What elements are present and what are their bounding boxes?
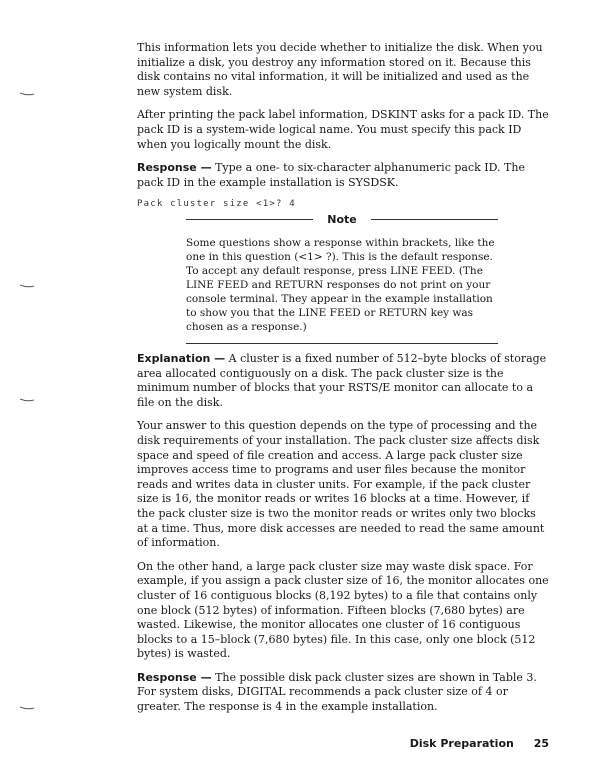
note-text: Some questions show a response within brackets, like the one in this question (<1> ?). This is the default response. To accept any default response, press LINE FEED. (The LINE FEED and RETURN responses do not print on your console terminal. They appear in the example installation to show you that the LINE FEED or RETURN key was chosen as a response.) xyxy=(186,237,495,333)
note-title: Note xyxy=(327,212,357,226)
note-rule-right xyxy=(371,219,498,220)
paragraph-waste: On the other hand, a large pack cluster size may waste disk space. For example, if you assign a pack cluster size of 16, the monitor allocates one cluster of 16 contiguous blocks (8,192 bytes) to a file that contains only one block (512 bytes) of information. Fifteen blocks (7,680 bytes) are wasted. Likewise, the monitor allocates one cluster of 16 contiguous blocks to a 15–block (7,680 bytes) file. In this case, only one block (512 bytes) is wasted. xyxy=(137,559,549,661)
response-label: Response — xyxy=(137,670,212,684)
explanation-label: Explanation — xyxy=(137,352,226,365)
paragraph-processing: Your answer to this question depends on the type of processing and the disk requirements of your installation. The pack cluster size affects disk space and speed of file creation and access. A large pack cluster size improves access time to programs and user files because the monitor reads and writes data in cluster units. For example, if the pack cluster size is 16, the monitor reads or writes 16 blocks at a time. However, if the pack cluster size is two the monitor reads or writes only two blocks at a time. Thus, more disk accesses are needed to read the same amount of information. xyxy=(137,419,545,550)
page-number: 25 xyxy=(533,737,549,750)
note-body xyxy=(186,236,498,334)
explanation-text: A cluster is a fixed number of 512–byte blocks of storage area allocated contiguously on a disk. The pack cluster size is the minimum number of blocks that your RSTS/E monitor can allocate to a file on the disk. xyxy=(137,352,547,409)
binder-hole-mark xyxy=(20,398,34,402)
section-title: Disk Preparation xyxy=(409,737,514,750)
response-label: Response — xyxy=(137,161,212,175)
bottom-text-column xyxy=(137,352,549,724)
page-footer xyxy=(410,737,549,750)
response-cluster-size xyxy=(137,671,549,715)
note-rule-bottom xyxy=(186,343,498,344)
binder-hole-mark xyxy=(20,706,34,710)
note-box xyxy=(186,212,498,344)
response-text: The possible disk pack cluster sizes are shown in Table 3. For system disks, DIGITAL recommends a pack cluster size of 4 or greater. The response is 4 in the example installation. xyxy=(137,670,537,714)
binder-hole-mark xyxy=(20,284,34,288)
note-rule-left xyxy=(186,219,313,220)
response-pack-id xyxy=(137,161,549,190)
binder-hole-mark xyxy=(20,92,34,96)
note-header xyxy=(186,212,498,226)
paragraph-pack-id: After printing the pack label information, DSKINT asks for a pack ID. The pack ID is a system-wide logical name. You must specify this pack ID when you logically mount the disk. xyxy=(137,108,549,151)
explanation-paragraph xyxy=(137,352,549,410)
response-text: Type a one- to six-character alphanumeric pack ID. The pack ID in the example installation is SYSDSK. xyxy=(137,161,525,189)
paragraph-initialize: This information lets you decide whether to initialize the disk. When you initialize a disk, you destroy any information stored on it. Because this disk contains no vital information, it will be initialized and used as the new system disk. xyxy=(137,41,543,98)
top-text-column xyxy=(137,41,549,225)
terminal-prompt-line: Pack cluster size <1>? 4 xyxy=(137,199,296,210)
